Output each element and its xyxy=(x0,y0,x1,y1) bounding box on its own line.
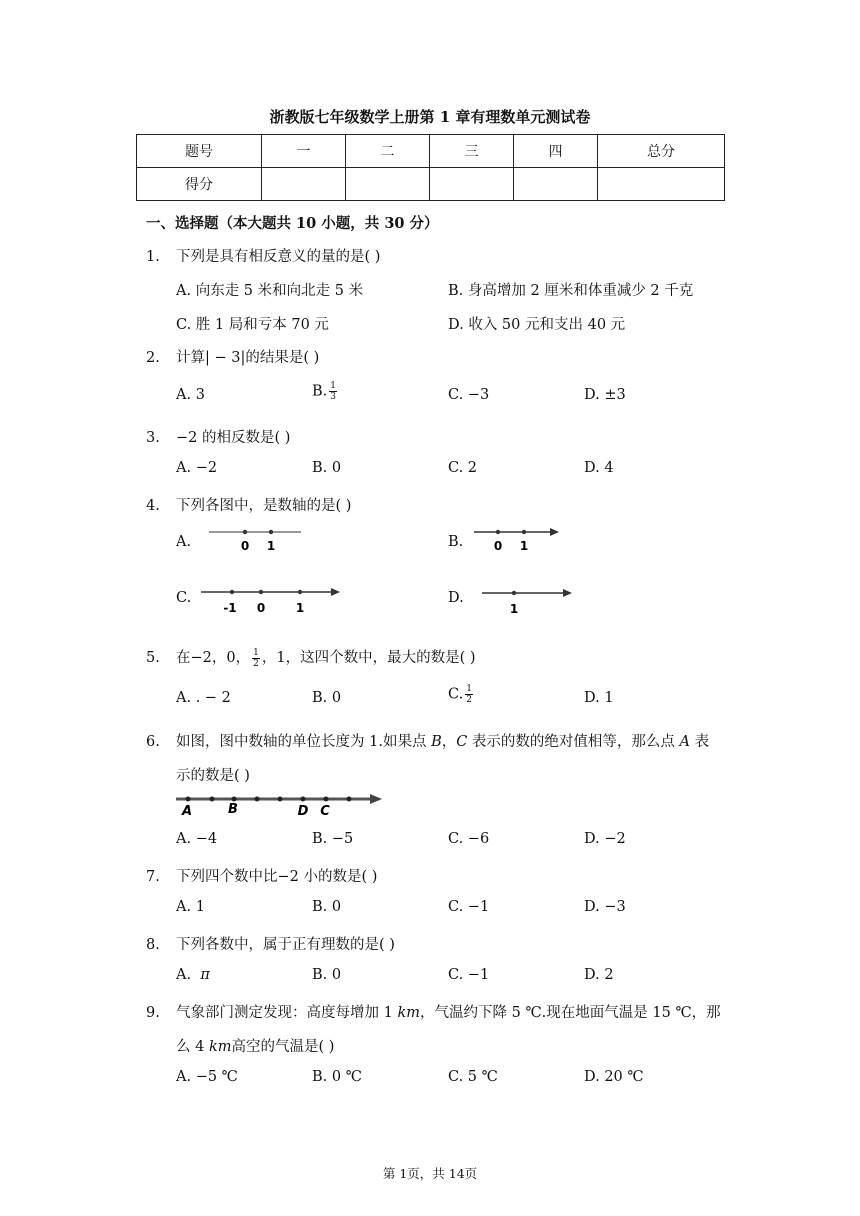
denominator: 2 xyxy=(466,695,472,705)
q5-option-b: B. 0 xyxy=(312,690,342,706)
tick-dot xyxy=(255,797,260,802)
question-number: 7. xyxy=(146,869,160,885)
numerator: 1 xyxy=(466,684,472,694)
arrow-head xyxy=(370,794,382,804)
point-a-dot xyxy=(186,797,191,802)
score-cell: 四 xyxy=(514,135,598,168)
tick-label: 1 xyxy=(266,539,276,553)
question-text: 表 xyxy=(690,734,710,750)
option-label: A. xyxy=(176,967,192,983)
question-9 xyxy=(146,1001,721,1022)
question-text: 表示的数的绝对值相等，那么点 xyxy=(467,734,680,750)
tick-dot xyxy=(496,530,500,534)
number-line-c xyxy=(199,583,344,617)
unit-km: km xyxy=(397,1005,420,1021)
point-b-dot xyxy=(232,797,237,802)
question-text: 么 4 xyxy=(176,1039,209,1055)
q7-option-a: A. 1 xyxy=(176,899,205,915)
question-number: 8. xyxy=(146,937,160,953)
q3-option-c: C. 2 xyxy=(448,460,478,476)
question-4 xyxy=(146,494,351,515)
question-5 xyxy=(146,646,476,669)
score-cell xyxy=(514,168,598,201)
arrow-head xyxy=(550,528,559,536)
q6-option-a: A. −4 xyxy=(176,831,218,847)
q8-option-a xyxy=(176,967,210,983)
section-heading: 一、选择题（本大题共 10 小题，共 30 分） xyxy=(146,215,439,232)
point-label: D xyxy=(297,804,309,819)
number-line-a xyxy=(205,525,305,557)
q9-option-b: B. 0 ℃ xyxy=(312,1069,362,1085)
q5-option-a: A. . − 2 xyxy=(176,690,231,706)
question-text: 下列四个数中比−2 小的数是( ) xyxy=(176,869,378,885)
numerator: 1 xyxy=(253,647,259,658)
q3-option-d: D. 4 xyxy=(584,460,614,476)
exam-title: 浙教版七年级数学上册第 1 章有理数单元测试卷 xyxy=(269,108,591,126)
option-label: C. xyxy=(448,686,464,703)
score-cell: 题号 xyxy=(137,135,262,168)
q1-option-c: C. 胜 1 局和亏本 70 元 xyxy=(176,317,329,333)
q1-option-d: D. 收入 50 元和支出 40 元 xyxy=(448,317,626,333)
q3-option-a: A. −2 xyxy=(176,460,218,476)
q6-option-c: C. −6 xyxy=(448,831,490,847)
q1-option-a: A. 向东走 5 米和向北走 5 米 xyxy=(176,283,364,299)
tick-dot xyxy=(522,530,526,534)
question-text: 下列各数中，属于正有理数的是( ) xyxy=(176,937,395,953)
number-line-b xyxy=(472,524,562,556)
point-name: B xyxy=(431,734,442,750)
q1-option-b: B. 身高增加 2 厘米和体重减少 2 千克 xyxy=(448,283,694,299)
question-2 xyxy=(146,346,319,367)
question-6 xyxy=(146,730,709,751)
score-cell xyxy=(430,168,514,201)
fraction xyxy=(252,648,260,669)
question-6-line-2: 示的数是( ) xyxy=(176,768,250,784)
number-line-d xyxy=(480,584,575,618)
question-number: 2. xyxy=(146,350,160,366)
point-c-dot xyxy=(324,797,329,802)
question-number: 5. xyxy=(146,650,160,666)
q7-option-c: C. −1 xyxy=(448,899,490,915)
page-footer: 第 1页，共 14页 xyxy=(382,1166,478,1181)
denominator: 3 xyxy=(330,392,336,402)
q7-option-d: D. −3 xyxy=(584,899,626,915)
tick-label: 0 xyxy=(256,601,266,615)
q5-option-d: D. 1 xyxy=(584,690,614,706)
question-7 xyxy=(146,865,377,886)
score-table-score-row xyxy=(137,168,725,201)
tick-label: -1 xyxy=(223,601,237,615)
question-number: 4. xyxy=(146,498,160,514)
q5-option-c xyxy=(448,684,475,705)
question-text: 气象部门测定发现：高度每增加 1 xyxy=(176,1005,398,1021)
tick-dot xyxy=(347,797,352,802)
q6-option-d: D. −2 xyxy=(584,831,626,847)
question-text: ， xyxy=(441,734,457,750)
denominator: 2 xyxy=(253,658,259,669)
score-table xyxy=(136,134,725,201)
q3-option-b: B. 0 xyxy=(312,460,342,476)
tick-dot xyxy=(230,590,234,594)
fraction xyxy=(329,381,337,402)
question-text: ，气温约下降 5 ℃.现在地面气温是 15 ℃，那 xyxy=(420,1005,721,1021)
question-text: 高空的气温是( ) xyxy=(231,1039,335,1055)
point-d-dot xyxy=(301,797,306,802)
question-8 xyxy=(146,933,395,954)
question-number: 9. xyxy=(146,1005,160,1021)
question-number: 6. xyxy=(146,734,160,750)
q9-option-d: D. 20 ℃ xyxy=(584,1069,644,1085)
q2-option-d: D. ±3 xyxy=(584,387,626,403)
tick-label: 1 xyxy=(509,602,519,616)
score-cell: 总分 xyxy=(598,135,725,168)
q8-option-c: C. −1 xyxy=(448,967,490,983)
question-number: 1. xyxy=(146,249,160,265)
option-label: B. xyxy=(312,383,328,400)
tick-dot xyxy=(269,530,273,534)
question-9-line-2 xyxy=(176,1035,334,1056)
q4-option-b: B. xyxy=(448,534,464,550)
q6-option-b: B. −5 xyxy=(312,831,354,847)
question-text: ，1，这四个数中，最大的数是( ) xyxy=(261,650,476,666)
question-3 xyxy=(146,426,290,447)
score-cell xyxy=(262,168,346,201)
arrow-head xyxy=(331,588,340,596)
fraction xyxy=(465,684,473,705)
point-name: C xyxy=(456,734,468,750)
point-label: C xyxy=(320,804,330,819)
question-text: 在−2，0， xyxy=(176,650,251,666)
tick-dot xyxy=(210,797,215,802)
point-label: B xyxy=(228,802,238,817)
tick-dot xyxy=(512,591,516,595)
tick-dot xyxy=(278,797,283,802)
unit-km: km xyxy=(208,1039,232,1055)
score-cell: 得分 xyxy=(137,168,262,201)
q4-option-a: A. xyxy=(176,534,192,550)
q4-option-c: C. xyxy=(176,590,192,606)
question-1 xyxy=(146,245,380,266)
tick-dot xyxy=(243,530,247,534)
score-table-header-row xyxy=(137,135,725,168)
question-text: 计算| − 3|的结果是( ) xyxy=(176,350,320,366)
numerator: 1 xyxy=(330,381,336,391)
question-text: 下列是具有相反意义的量的是( ) xyxy=(176,249,381,265)
tick-label: 0 xyxy=(493,539,503,553)
pi-symbol: π xyxy=(200,967,210,983)
question-text: −2 的相反数是( ) xyxy=(176,430,291,446)
q9-option-a: A. −5 ℃ xyxy=(176,1069,238,1085)
q2-option-b xyxy=(312,381,339,402)
point-label: A xyxy=(181,804,193,819)
tick-dot xyxy=(298,590,302,594)
tick-label: 1 xyxy=(519,539,529,553)
score-cell xyxy=(598,168,725,201)
tick-label: 1 xyxy=(295,601,305,615)
number-line-q6 xyxy=(174,791,386,819)
tick-label: 0 xyxy=(240,539,250,553)
q9-option-c: C. 5 ℃ xyxy=(448,1069,498,1085)
tick-dot xyxy=(259,590,263,594)
arrow-head xyxy=(563,589,572,597)
question-text: 下列各图中，是数轴的是( ) xyxy=(176,498,352,514)
question-text: 如图，图中数轴的单位长度为 1.如果点 xyxy=(176,734,432,750)
point-name: A xyxy=(679,734,691,750)
q2-option-a: A. 3 xyxy=(176,387,205,403)
q4-option-d: D. xyxy=(448,590,464,606)
score-cell: 一 xyxy=(262,135,346,168)
score-cell xyxy=(346,168,430,201)
score-cell: 二 xyxy=(346,135,430,168)
q8-option-d: D. 2 xyxy=(584,967,614,983)
q2-option-c: C. −3 xyxy=(448,387,490,403)
question-number: 3. xyxy=(146,430,160,446)
q8-option-b: B. 0 xyxy=(312,967,342,983)
score-cell: 三 xyxy=(430,135,514,168)
q7-option-b: B. 0 xyxy=(312,899,342,915)
